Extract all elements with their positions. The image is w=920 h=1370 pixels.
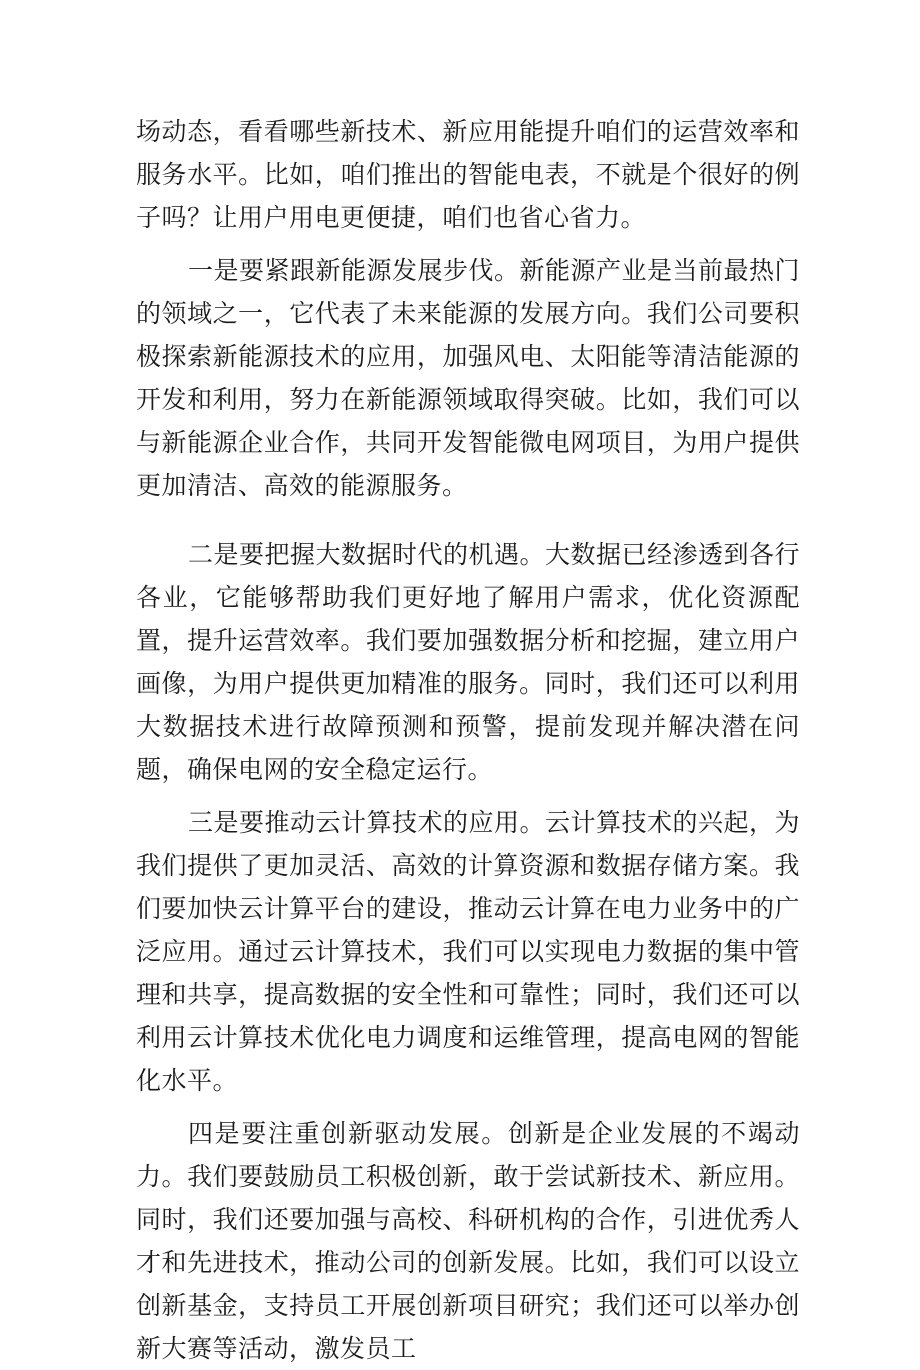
paragraph-continuation: 场动态，看看哪些新技术、新应用能提升咱们的运营效率和服务水平。比如，咱们推出的智能电表，不就是个很好的例子吗？让用户用电更便捷，咱们也省心省力。	[136, 117, 800, 232]
paragraph-big-data: 二是要把握大数据时代的机遇。大数据已经渗透到各行各业，它能够帮助我们更好地了解用户需求，优化资源配置，提升运营效率。我们要加强数据分析和挖掘，建立用户画像，为用户提供更加精准的服务。同时，我们还可以利用大数据技术进行故障预测和预警，提前发现并解决潜在问题，确保电网的安全稳定运行。	[136, 540, 801, 784]
paragraph-new-energy: 一是要紧跟新能源发展步伐。新能源产业是当前最热门的领域之一，它代表了未来能源的发展方向。我们公司要积极探索新能源技术的应用，加强风电、太阳能等清洁能源的开发和利用，努力在新能源领域取得突破。比如，我们可以与新能源企业合作，共同开发智能微电网项目，为用户提供更加清洁、高效的能源服务。	[136, 256, 801, 500]
paragraph-innovation: 四是要注重创新驱动发展。创新是企业发展的不竭动力。我们要鼓励员工积极创新，敢于尝试新技术、新应用。同时，我们还要加强与高校、科研机构的合作，引进优秀人才和先进技术，推动公司的创新发展。比如，我们可以设立创新基金，支持员工开展创新项目研究；我们还可以举办创新大赛等活动，激发员工	[136, 1119, 800, 1363]
paragraph-cloud-computing: 三是要推动云计算技术的应用。云计算技术的兴起，为我们提供了更加灵活、高效的计算资源和数据存储方案。我们要加快云计算平台的建设，推动云计算在电力业务中的广泛应用。通过云计算技术，我们可以实现电力数据的集中管理和共享，提高数据的安全性和可靠性；同时，我们还可以利用云计算技术优化电力调度和运维管理，提高电网的智能化水平。	[136, 808, 801, 1095]
document-body	[136, 110, 800, 1370]
